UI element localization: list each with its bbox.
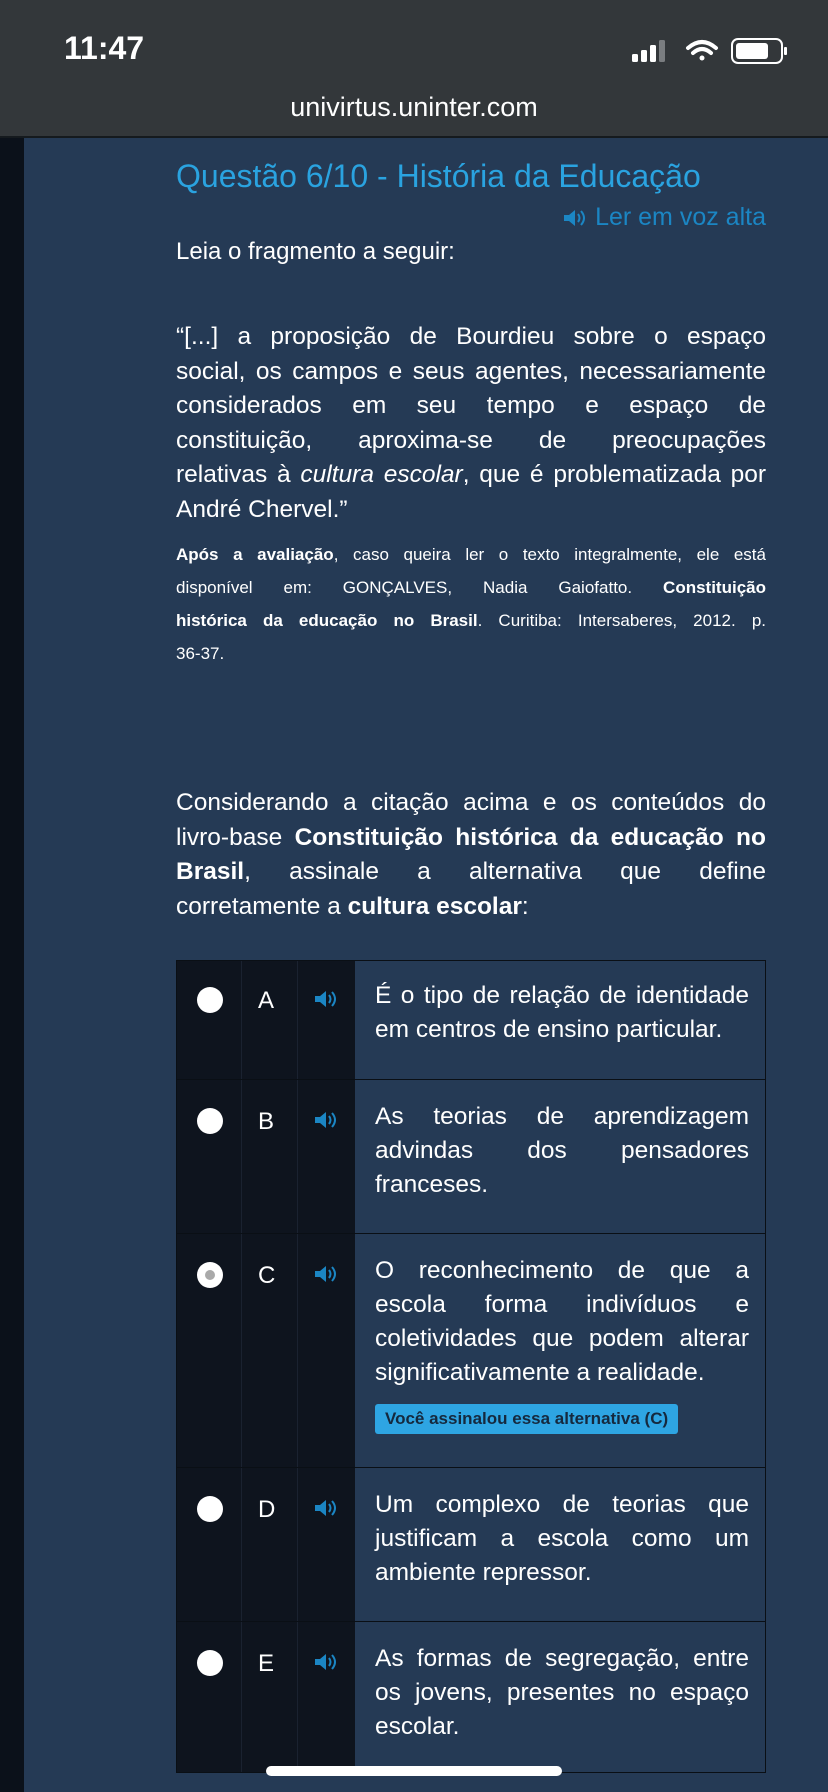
quote-line: constituição, aproxima-se de preocupações bbox=[176, 426, 766, 454]
question-prompt: Considerando a citação acima e os conteúdos do livro-base Constituição histórica da educação no Brasil, assinale a alternativa que define corretamente a cultura escolar: bbox=[176, 789, 766, 920]
option-letter: A bbox=[258, 987, 275, 1014]
option-b[interactable] bbox=[177, 1079, 765, 1234]
emphasis-term: cultura escolar bbox=[300, 461, 463, 488]
options-table bbox=[176, 960, 766, 1773]
quote-text bbox=[176, 320, 766, 527]
option-radio[interactable] bbox=[197, 987, 223, 1013]
quote-line: social, os campos e seus agentes, necessariamente bbox=[176, 357, 766, 385]
option-c[interactable] bbox=[177, 1233, 765, 1468]
signal-icon bbox=[632, 40, 665, 62]
quote-line: relativas à cultura escolar, que é problematizada por bbox=[176, 461, 766, 488]
option-radio[interactable] bbox=[197, 1650, 223, 1676]
status-bar bbox=[0, 0, 828, 136]
speaker-icon[interactable] bbox=[314, 989, 340, 1009]
speaker-icon[interactable] bbox=[314, 1498, 340, 1518]
option-text: Um complexo de teorias que justificam a escola como um ambiente repressor. bbox=[375, 1491, 749, 1586]
option-text: As formas de segregação, entre os jovens, presentes no espaço escolar. bbox=[375, 1645, 749, 1740]
url-bar[interactable]: univirtus.uninter.com bbox=[290, 92, 538, 122]
speaker-icon bbox=[563, 208, 589, 228]
option-radio[interactable] bbox=[197, 1496, 223, 1522]
option-radio[interactable] bbox=[197, 1262, 223, 1288]
option-text: É o tipo de relação de identidade em centros de ensino particular. bbox=[375, 982, 749, 1043]
option-letter: D bbox=[258, 1496, 276, 1523]
battery-icon bbox=[732, 39, 787, 63]
quote-line: “[...] a proposição de Bourdieu sobre o espaço bbox=[176, 323, 766, 350]
quote-line: considerados em seu tempo e espaço de bbox=[176, 392, 766, 419]
option-text: As teorias de aprendizagem advindas dos pensadores franceses. bbox=[375, 1103, 749, 1198]
read-aloud-link[interactable] bbox=[563, 203, 766, 232]
option-letter: B bbox=[258, 1108, 275, 1135]
reference-text: Após a avaliação, caso queira ler o texto integralmente, ele está disponível em: GONÇALVES, Nadia Gaiofatto. Constituição histórica da educação no Brasil. Curitiba: Intersaberes, 2012. p. 36-37. bbox=[176, 545, 766, 663]
option-radio[interactable] bbox=[197, 1108, 223, 1134]
status-time: 11:47 bbox=[64, 30, 145, 66]
wifi-icon bbox=[688, 42, 716, 61]
option-e[interactable] bbox=[177, 1621, 765, 1775]
speaker-icon[interactable] bbox=[314, 1264, 340, 1284]
speaker-icon[interactable] bbox=[314, 1652, 340, 1672]
status-icons bbox=[632, 36, 792, 66]
option-a[interactable] bbox=[177, 961, 765, 1079]
selected-badge: Você assinalou essa alternativa (C) bbox=[375, 1404, 678, 1434]
question-intro: Leia o fragmento a seguir: bbox=[176, 238, 455, 265]
option-text: O reconhecimento de que a escola forma indivíduos e coletividades que podem alterar significativamente a realidade. Você assinalou essa alternativa (C) bbox=[375, 1254, 749, 1434]
option-d[interactable] bbox=[177, 1467, 765, 1622]
quote-line: André Chervel.” bbox=[176, 495, 348, 523]
left-sidebar-edge bbox=[0, 138, 24, 1792]
reference-bold: Após a avaliação bbox=[176, 545, 334, 564]
question-title: Questão 6/10 - História da Educação bbox=[176, 158, 701, 194]
speaker-icon[interactable] bbox=[314, 1110, 340, 1130]
read-aloud-label: Ler em voz alta bbox=[595, 203, 766, 231]
option-letter: E bbox=[258, 1650, 275, 1677]
home-indicator bbox=[266, 1766, 562, 1776]
option-letter: C bbox=[258, 1262, 276, 1289]
